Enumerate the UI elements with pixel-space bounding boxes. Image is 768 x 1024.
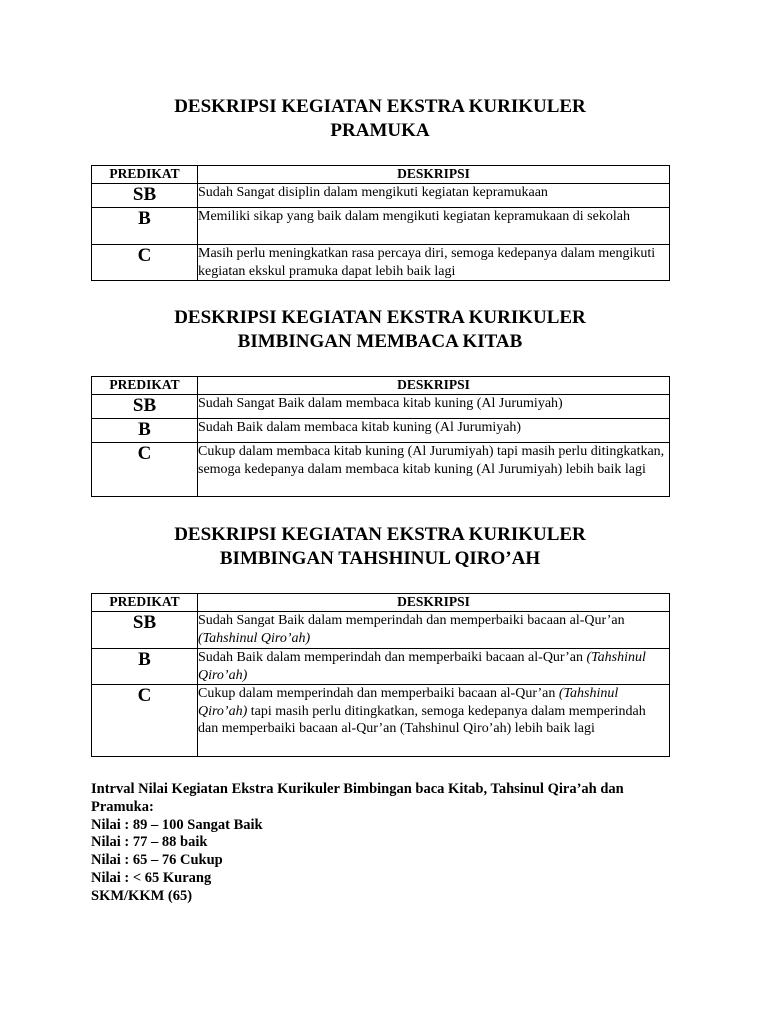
- predikat-cell: SB: [92, 184, 198, 208]
- section-title: [91, 95, 669, 143]
- predikat-cell: SB: [92, 612, 198, 649]
- deskripsi-cell: [198, 612, 670, 649]
- table-row: [92, 208, 670, 245]
- predikat-cell: C: [92, 685, 198, 757]
- table-row: [92, 649, 670, 685]
- section-pramuka: [91, 95, 669, 279]
- notes-line: Nilai : 77 – 88 baik: [91, 834, 208, 851]
- description-table: [91, 376, 670, 497]
- header-deskripsi: DESKRIPSI: [198, 594, 670, 612]
- predikat-cell: SB: [92, 395, 198, 419]
- notes-line: SKM/KKM (65): [91, 887, 193, 904]
- section-tahshinul-qiroah: [91, 523, 669, 736]
- deskripsi-cell: [198, 649, 670, 685]
- section-title: [91, 306, 669, 354]
- deskripsi-cell: Cukup dalam membaca kitab kuning (Al Jurumiyah) tapi masih perlu ditingkatkan, semoga kedepanya dalam membaca kitab kuning (Al Jurumiyah) lebih baik lagi: [198, 443, 670, 497]
- deskripsi-cell: Sudah Sangat disiplin dalam mengikuti kegiatan kepramukaan: [198, 184, 670, 208]
- description-table: [91, 593, 670, 757]
- table-row: [92, 395, 670, 419]
- predikat-cell: C: [92, 245, 198, 281]
- deskripsi-italic-text: (Tahshinul Qiro’ah): [198, 630, 311, 646]
- deskripsi-text: Sudah Baik dalam memperindah dan memperbaiki bacaan al-Qur’an: [198, 650, 587, 665]
- deskripsi-cell: Masih perlu meningkatkan rasa percaya diri, semoga kedepanya dalam mengikuti kegiatan ekskul pramuka dapat lebih baik lagi: [198, 245, 670, 281]
- notes-line: Nilai : < 65 Kurang: [91, 869, 212, 886]
- deskripsi-italic-text: (Tahshinul Qiro’ah): [198, 650, 646, 683]
- deskripsi-cell: Sudah Baik dalam membaca kitab kuning (Al Jurumiyah): [198, 419, 670, 443]
- notes-line: Nilai : 65 – 76 Cukup: [91, 852, 223, 869]
- notes-line: Nilai : 89 – 100 Sangat Baik: [91, 816, 263, 833]
- section-title: [91, 523, 669, 571]
- deskripsi-cell: Sudah Sangat Baik dalam membaca kitab kuning (Al Jurumiyah): [198, 395, 670, 419]
- header-predikat: PREDIKAT: [92, 166, 198, 184]
- title-line-1: DESKRIPSI KEGIATAN EKSTRA KURIKULER: [174, 96, 586, 117]
- header-predikat: PREDIKAT: [92, 377, 198, 395]
- title-line-2: BIMBINGAN MEMBACA KITAB: [237, 331, 523, 352]
- notes-heading: Intrval Nilai Kegiatan Ekstra Kurikuler Bimbingan baca Kitab, Tahsinul Qira’ah dan Pramuka:: [91, 781, 624, 815]
- predikat-cell: B: [92, 419, 198, 443]
- deskripsi-text-tail: tapi masih perlu ditingkatkan, semoga kedepanya dalam memperindah dan memperbaiki bacaan al-Qur’an (Tahshinul Qiro’ah) lebih baik lagi: [198, 703, 646, 736]
- title-line-2: PRAMUKA: [330, 120, 430, 141]
- description-table: [91, 165, 670, 281]
- table-row: [92, 184, 670, 208]
- header-deskripsi: DESKRIPSI: [198, 166, 670, 184]
- table-row: [92, 245, 670, 281]
- deskripsi-text: Cukup dalam memperindah dan memperbaiki bacaan al-Qur’an: [198, 686, 559, 701]
- deskripsi-cell: Memiliki sikap yang baik dalam mengikuti kegiatan kepramukaan di sekolah: [198, 208, 670, 245]
- deskripsi-text: Sudah Sangat Baik dalam memperindah dan memperbaiki bacaan al-Qur’an: [198, 613, 625, 628]
- table-row: [92, 419, 670, 443]
- section-membaca-kitab: [91, 306, 669, 477]
- deskripsi-italic-text: (Tahshinul Qiro’ah): [198, 686, 619, 719]
- table-header-row: [92, 594, 670, 612]
- title-line-1: DESKRIPSI KEGIATAN EKSTRA KURIKULER: [174, 307, 586, 328]
- deskripsi-cell: [198, 685, 670, 757]
- table-row: [92, 612, 670, 649]
- header-predikat: PREDIKAT: [92, 594, 198, 612]
- table-header-row: [92, 166, 670, 184]
- title-line-1: DESKRIPSI KEGIATAN EKSTRA KURIKULER: [174, 524, 586, 545]
- header-deskripsi: DESKRIPSI: [198, 377, 670, 395]
- grade-interval-notes: [91, 781, 669, 906]
- predikat-cell: B: [92, 649, 198, 685]
- predikat-cell: B: [92, 208, 198, 245]
- title-line-2: BIMBINGAN TAHSHINUL QIRO’AH: [219, 548, 541, 569]
- predikat-cell: C: [92, 443, 198, 497]
- table-header-row: [92, 377, 670, 395]
- table-row: [92, 685, 670, 757]
- table-row: [92, 443, 670, 497]
